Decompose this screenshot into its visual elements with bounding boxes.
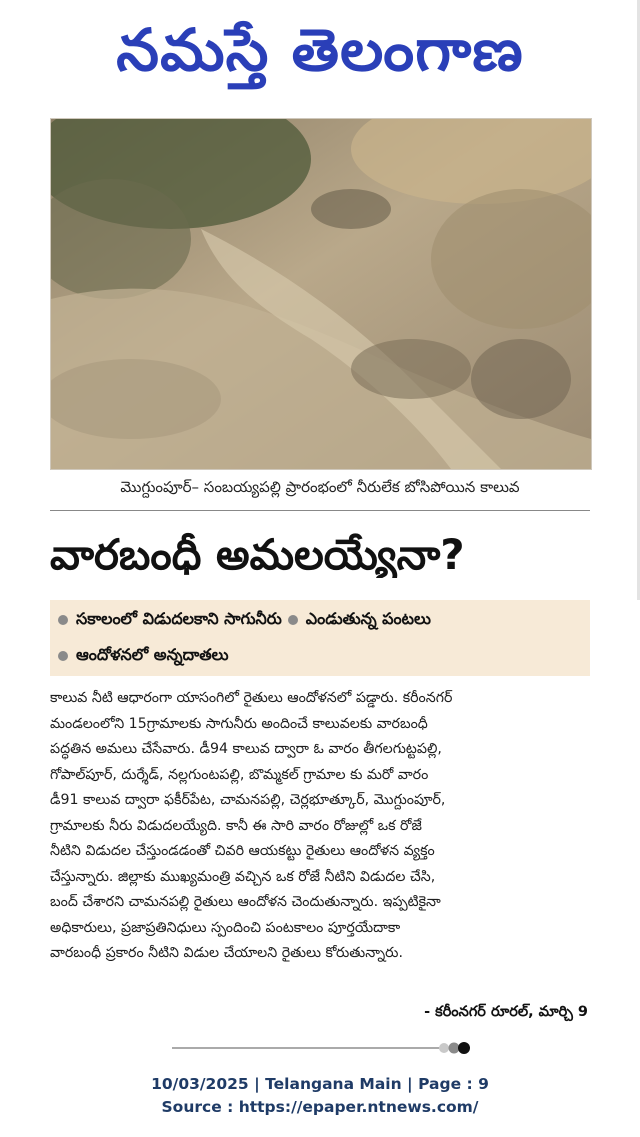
highlights-row-1: [58, 608, 431, 632]
body-line: చేస్తున్నారు. జిల్లాకు ముఖ్యమంత్రి వచ్చిన ఒక రోజే నీటిని విడుదల చేసి,: [50, 868, 436, 885]
highlight-item: [58, 645, 229, 668]
highlights-box: [50, 600, 590, 676]
body-line: పద్ధతిన అమలు చేసేవారు. డీ94 కాలువ ద్వారా ఓ వారం తీగలగుట్టపల్లి,: [50, 741, 442, 757]
body-line: గ్రామాలకు నీరు విడుదలయ్యేది. కానీ ఈ సారి వారం రోజుల్లో ఒక రోజే: [50, 817, 422, 834]
end-dots-icon: [172, 1040, 472, 1056]
highlight-item: [58, 609, 282, 632]
body-line: నీటిని విడుదల చేస్తుండడంతో చివరి ఆయకట్టు రైతులు ఆందోళన వ్యక్తం: [50, 843, 435, 859]
body-line: వారబంధీ ప్రకారం నీటిని విడుల చేయాలని రైతులు కోరుతున్నారు.: [50, 945, 403, 961]
body-line: కాలువ నీటి ఆధారంగా యాసంగిలో రైతులు ఆందోళనలో పడ్డారు. కరీంనగర్‌: [50, 690, 453, 706]
highlight-text: ఆందోళనలో అన్నదాతలు: [76, 644, 229, 664]
newspaper-logo: నమస్తే తెలంగాణ: [116, 16, 524, 84]
caption-divider: [50, 510, 590, 511]
article-photo: [50, 118, 592, 470]
highlight-text: సకాలంలో విడుదలకాని సాగునీరు: [76, 608, 282, 628]
highlights-row-2: [58, 644, 229, 668]
photo-caption: మొగ్దుంపూర్‌– సంబయ్యపల్లి ప్రారంభంలో నీరులేక బోసిపోయిన కాలువ: [120, 478, 520, 496]
bullet-icon: [58, 651, 68, 661]
article-byline: - కరీంనగర్‌ రూరల్‌, మార్చి 9: [424, 1004, 588, 1020]
body-line: డీ91 కాలువ ద్వారా ఫకీర్‌పేట, చామనపల్లి, చెర్లభూత్కూర్‌, మొగ్దుంపూర్‌,: [50, 792, 446, 808]
body-line: అధికారులు, ప్రజాప్రతినిధులు స్పందించి పంటకాలం పూర్తయేదాకా: [50, 919, 401, 936]
masthead: [0, 0, 640, 100]
highlight-item: [288, 609, 431, 632]
article-body: [50, 686, 592, 967]
bullet-icon: [288, 615, 298, 625]
highlight-text: ఎండుతున్న పంటలు: [305, 608, 431, 628]
source-link[interactable]: Source : https://epaper.ntnews.com/: [161, 1098, 479, 1116]
edition-info: 10/03/2025 | Telangana Main | Page : 9: [151, 1075, 489, 1093]
dry-canal-photo: [51, 119, 591, 469]
bullet-icon: [58, 615, 68, 625]
body-line: బంద్‌ చేశారని చామనపల్లి రైతులు ఆందోళన చెందుతున్నారు. ఇప్పటికైనా: [50, 894, 441, 910]
body-line: గోపాల్‌పూర్‌, దుర్శేడ్‌, నల్లగుంటపల్లి, బొమ్మకల్‌ గ్రామాల కు మరో వారం: [50, 766, 429, 783]
article-end-mark: [172, 1040, 472, 1056]
body-line: మండలంలోని 15గ్రామాలకు సాగునీరు అందించే కాలువలకు వారబంధీ: [50, 715, 428, 732]
article-headline: వారబంధీ అమలయ్యేనా?: [50, 532, 465, 579]
